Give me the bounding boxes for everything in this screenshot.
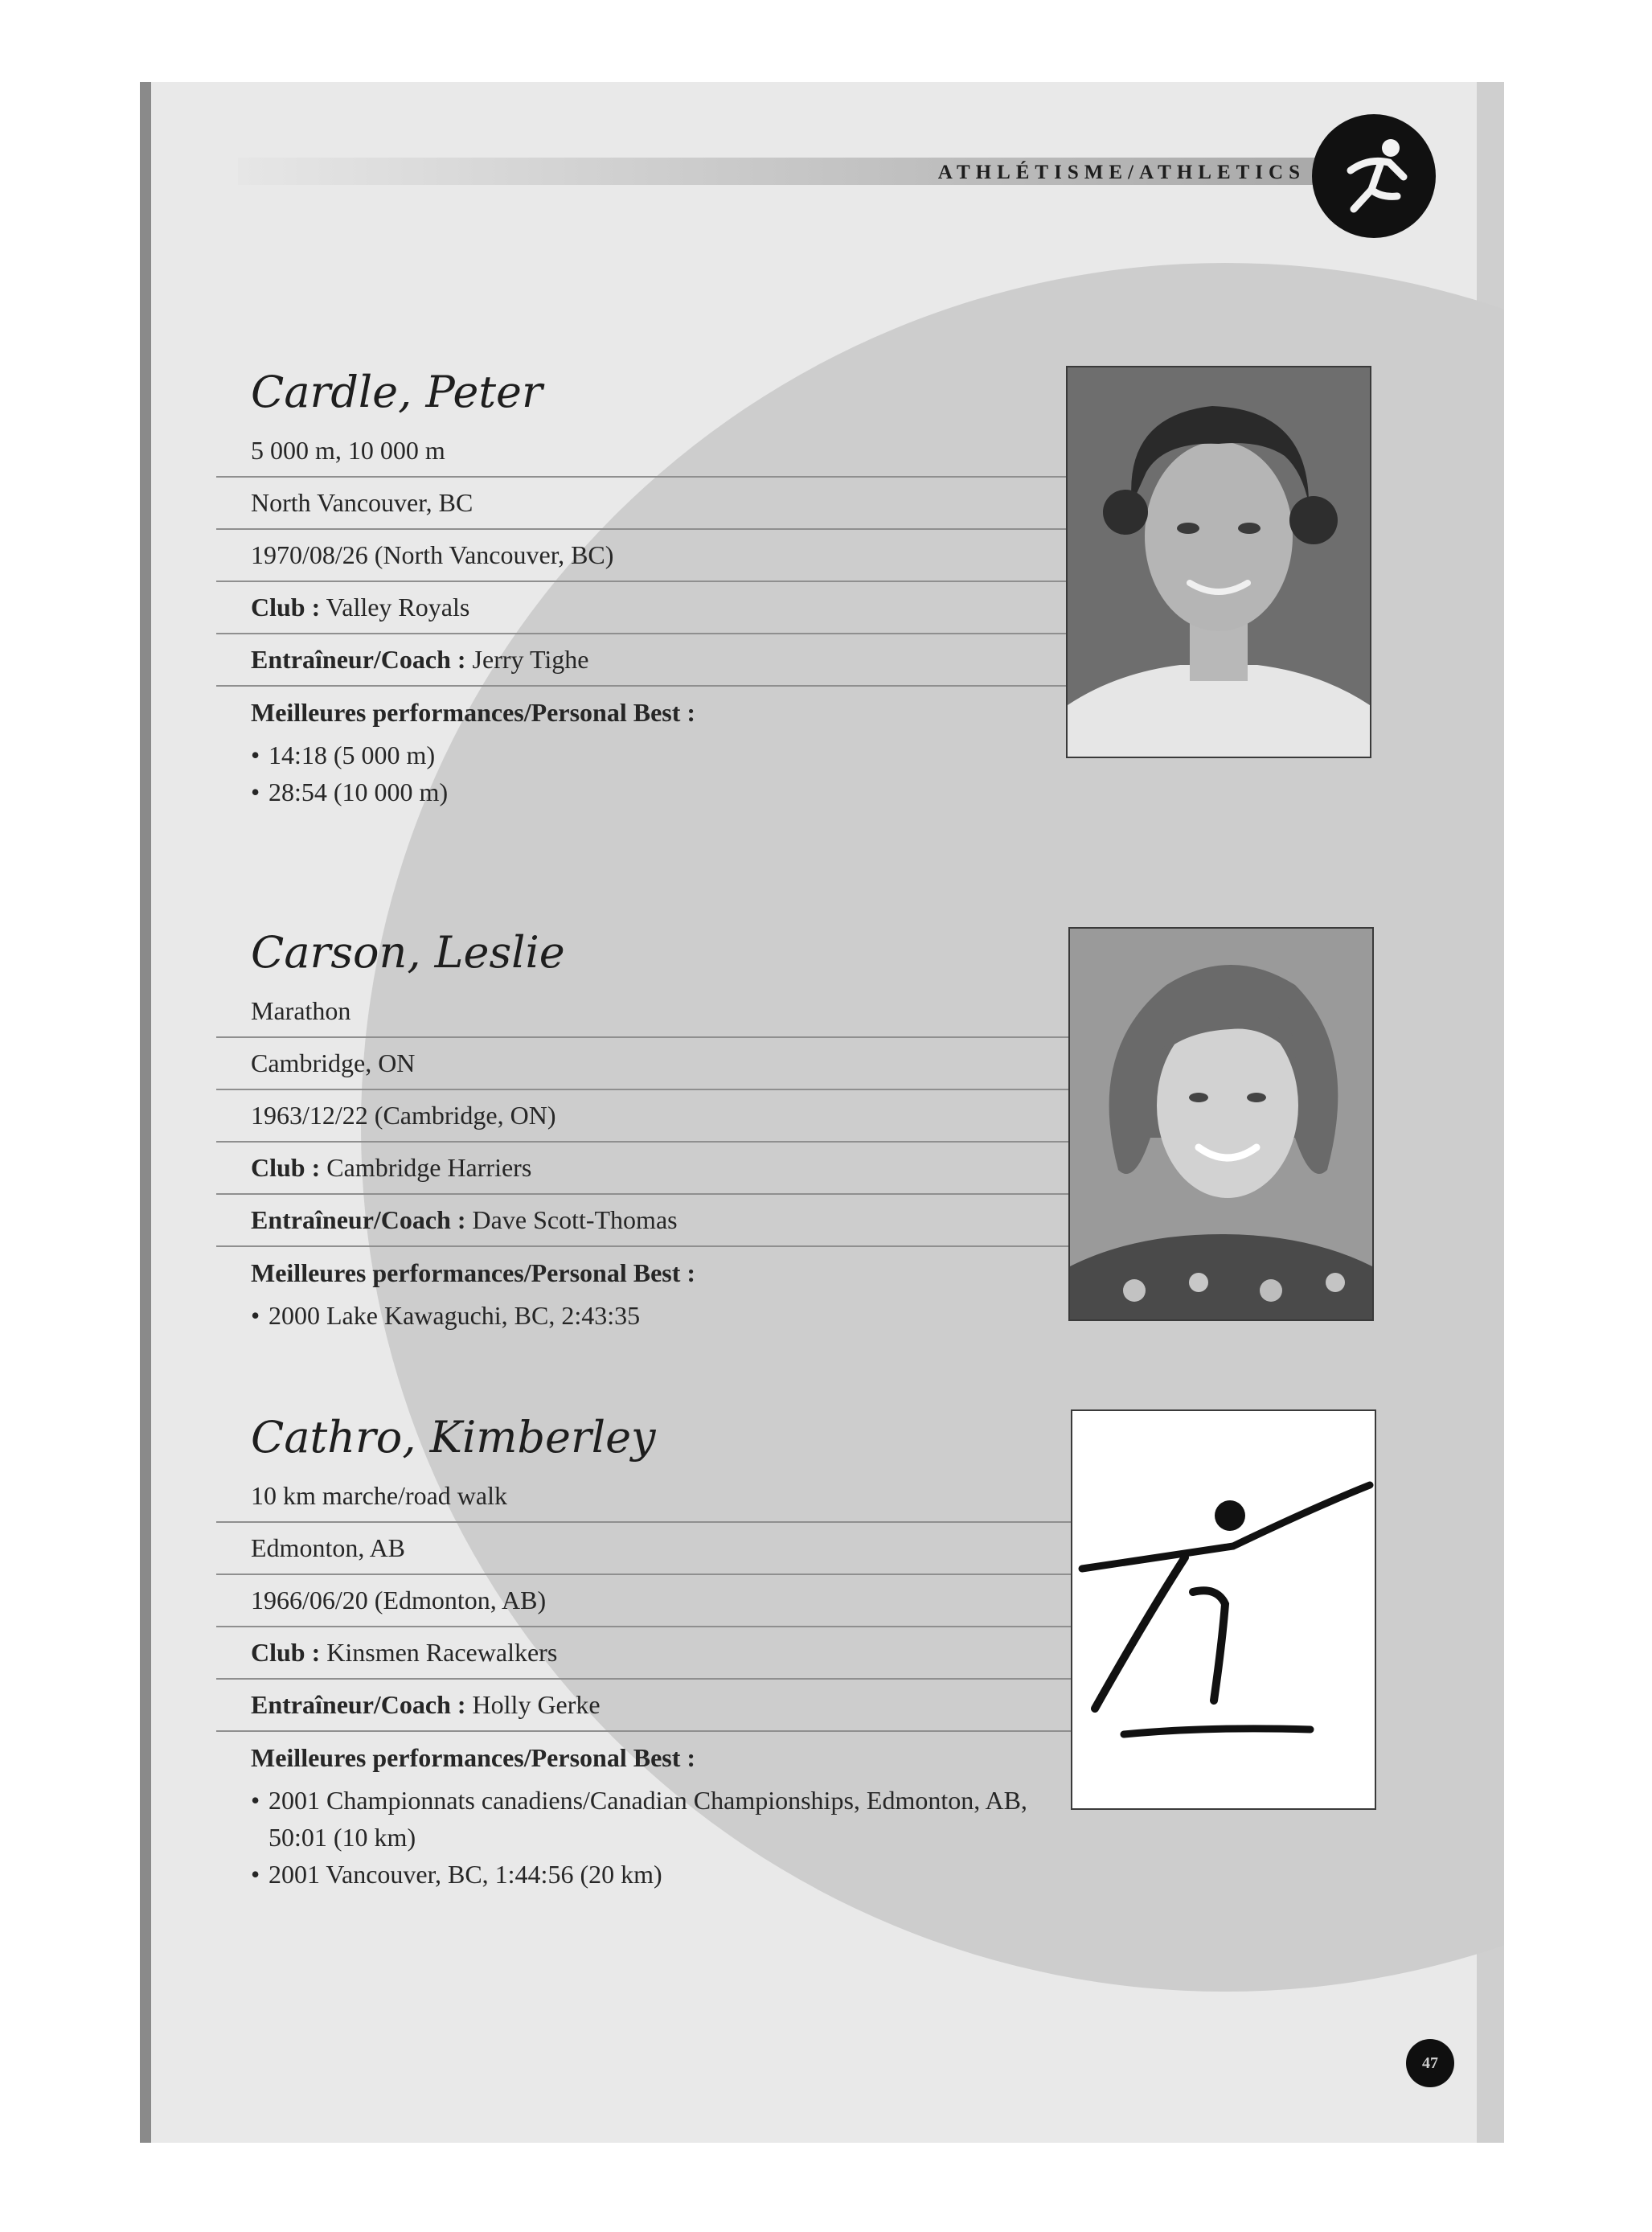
personal-best-item: • 28:54 (10 000 m) xyxy=(251,773,1088,810)
athlete-name: Cathro, Kimberley xyxy=(251,1412,656,1463)
club-label: Club : xyxy=(251,593,321,622)
athlete-hometown: North Vancouver, BC xyxy=(216,478,1221,530)
club-value: Kinsmen Racewalkers xyxy=(326,1638,558,1667)
personal-best-item: • 2000 Lake Kawaguchi, BC, 2:43:35 xyxy=(251,1297,1088,1334)
club-label: Club : xyxy=(251,1638,321,1667)
coach-label: Entraîneur/Coach : xyxy=(251,645,466,674)
athlete-hometown: Edmonton, AB xyxy=(216,1523,1221,1575)
personal-best-label: Meilleures performances/Personal Best : xyxy=(251,698,696,727)
section-header-bar xyxy=(238,158,1320,185)
coach-value: Holly Gerke xyxy=(472,1690,601,1719)
athlete-birth: 1963/12/22 (Cambridge, ON) xyxy=(216,1090,1221,1143)
athlete-event: 5 000 m, 10 000 m xyxy=(216,425,1221,478)
running-figure-icon xyxy=(1312,114,1436,238)
coach-value: Jerry Tighe xyxy=(472,645,589,674)
athlete-name: Carson, Leslie xyxy=(251,927,565,978)
coach-value: Dave Scott-Thomas xyxy=(472,1205,678,1234)
portrait-photo-woman xyxy=(1068,927,1374,1321)
athlete-event: 10 km marche/road walk xyxy=(216,1471,1221,1523)
club-label: Club : xyxy=(251,1153,321,1182)
portrait-photo-man xyxy=(1066,366,1371,758)
personal-best-label: Meilleures performances/Personal Best : xyxy=(251,1258,696,1287)
personal-best-item: • 2001 Vancouver, BC, 1:44:56 (20 km) xyxy=(251,1856,1088,1893)
coach-label: Entraîneur/Coach : xyxy=(251,1205,466,1234)
page-number: 47 xyxy=(1406,2039,1454,2087)
club-value: Cambridge Harriers xyxy=(326,1153,532,1182)
personal-best-label: Meilleures performances/Personal Best : xyxy=(251,1743,696,1772)
athlete-birth: 1966/06/20 (Edmonton, AB) xyxy=(216,1575,1221,1627)
athlete-name: Cardle, Peter xyxy=(251,367,543,417)
coach-label: Entraîneur/Coach : xyxy=(251,1690,466,1719)
section-title: ATHLÉTISME/ATHLETICS xyxy=(937,162,1306,183)
personal-best-item: • 2001 Championnats canadiens/Canadian Championships, Edmonton, AB, 50:01 (10 km) xyxy=(251,1782,1088,1856)
personal-best-item: • 14:18 (5 000 m) xyxy=(251,736,1088,773)
page-spine xyxy=(140,82,151,2143)
athlete-birth: 1970/08/26 (North Vancouver, BC) xyxy=(216,530,1221,582)
athlete-event: Marathon xyxy=(216,986,1221,1038)
club-value: Valley Royals xyxy=(326,593,470,622)
program-page xyxy=(140,82,1504,2143)
athlete-hometown: Cambridge, ON xyxy=(216,1038,1221,1090)
athlete-placeholder-icon xyxy=(1071,1409,1376,1810)
